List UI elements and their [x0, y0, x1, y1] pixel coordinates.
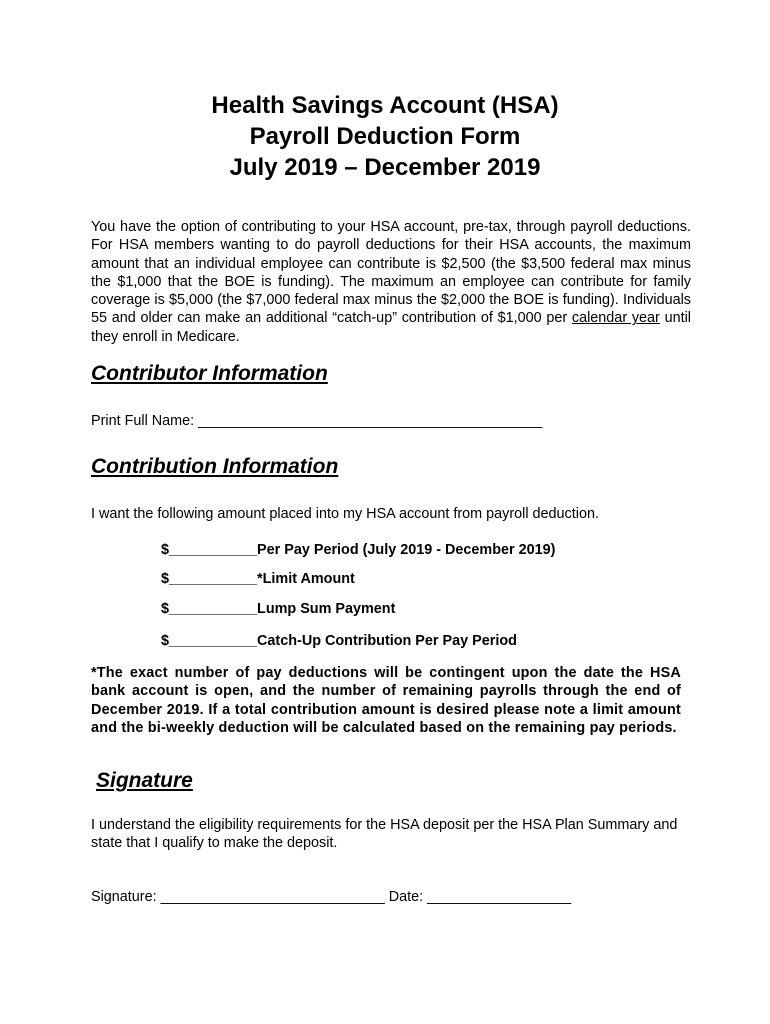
contribution-heading: Contribution Information: [91, 455, 339, 478]
contribution-instruction: I want the following amount placed into my HSA account from payroll deduction.: [91, 506, 599, 522]
signature-heading: Signature: [96, 769, 193, 792]
intro-text: You have the option of contributing to your HSA account, pre-tax, through payroll deductions. For HSA members wanting to do payroll deductions for their HSA accounts, the maximum amount that an individual employee can contribute is $2,500 (the $3,500 federal max minus the $1,000 that the BOE is funding). The maximum an employee can contribute for family coverage is $5,000 (the $7,000 federal max minus the $2,000 the BOE is funding). Individuals 55 and older can make an additional “catch-up” contribution of $1,000 per: [91, 219, 691, 327]
intro-paragraph: [91, 218, 691, 346]
title-line-3: July 2019 – December 2019: [229, 154, 541, 181]
catch-up-field[interactable]: $___________Catch-Up Contribution Per Pay Period: [161, 633, 517, 649]
form-title: [0, 90, 770, 183]
signature-date-field[interactable]: Signature: ____________________________ Date: __________________: [91, 889, 572, 905]
lump-sum-field[interactable]: $___________Lump Sum Payment: [161, 601, 396, 617]
contributor-heading: Contributor Information: [91, 362, 328, 385]
limit-amount-field[interactable]: $___________*Limit Amount: [161, 571, 355, 587]
signature-statement: I understand the eligibility requirements for the HSA deposit per the HSA Plan Summary and state that I qualify to make the deposit.: [91, 817, 678, 852]
title-line-2: Payroll Deduction Form: [249, 123, 521, 150]
intro-underlined-text: calendar year: [571, 310, 660, 327]
full-name-field[interactable]: Print Full Name: ___________________________________________: [91, 413, 543, 429]
title-line-1: Health Savings Account (HSA): [211, 92, 559, 119]
intro-text-end: until they enroll in Medicare.: [91, 310, 691, 345]
contribution-note: *The exact number of pay deductions will be contingent upon the date the HSA bank account is open, and the number of remaining payrolls through the end of December 2019. If a total contribution amount is desired please note a limit amount and the bi-weekly deduction will be calculated based on the remaining pay periods.: [91, 665, 681, 736]
per-pay-period-field[interactable]: $___________Per Pay Period (July 2019 - December 2019): [161, 542, 556, 558]
